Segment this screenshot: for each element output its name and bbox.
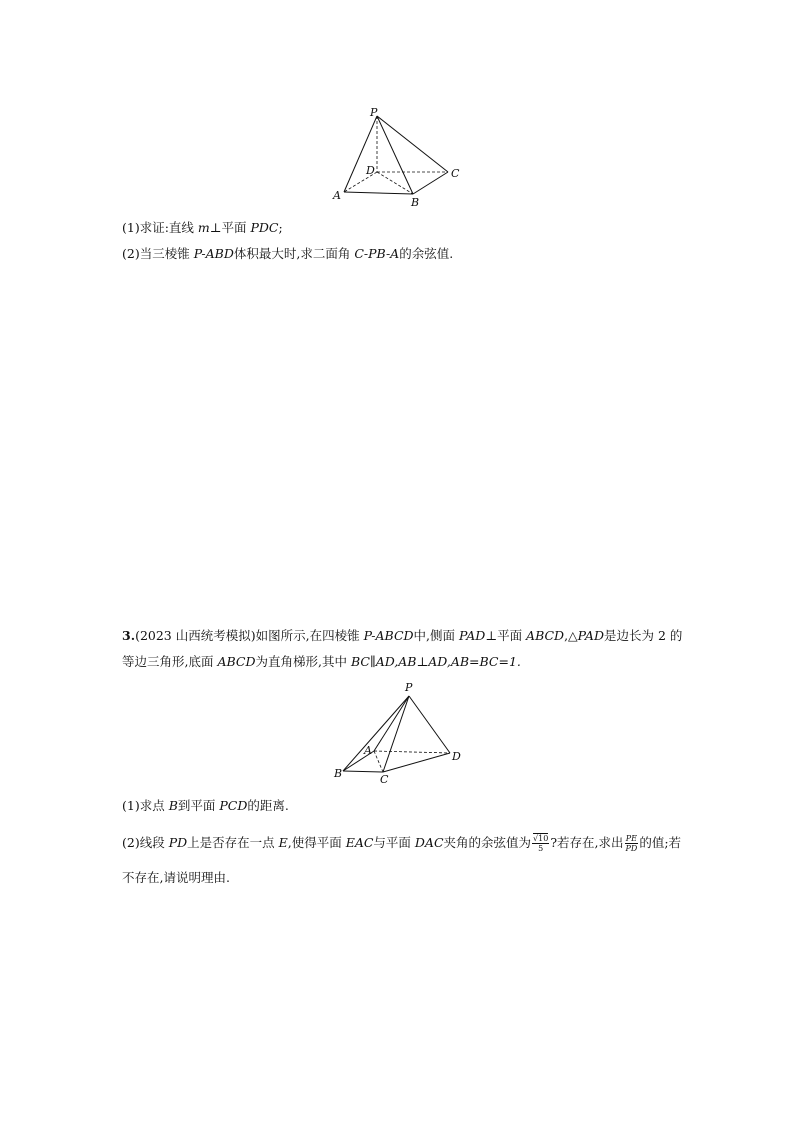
q3-line2-cond: BC∥AD,AB⊥AD,AB=BC=1. bbox=[350, 654, 521, 669]
edge-CD bbox=[383, 753, 450, 772]
q3-part2-t4: 与平面 bbox=[373, 835, 415, 850]
edge-PC bbox=[377, 116, 448, 172]
q3-line2 bbox=[122, 654, 521, 670]
vertex-label-D: D bbox=[452, 750, 461, 763]
q3-source: (2023 山西统考模拟) bbox=[135, 628, 256, 643]
ratio-fraction bbox=[625, 834, 639, 853]
q3-part2-num: (2) bbox=[122, 835, 140, 850]
edge-PB bbox=[377, 116, 413, 194]
q3-pyramid: P-ABCD bbox=[363, 628, 414, 643]
q3-part2-line2-text: 不存在,请说明理由. bbox=[122, 870, 230, 885]
q3-part1-t2: 到平面 bbox=[177, 798, 220, 813]
q3-line1-t3: ⊥平面 bbox=[485, 628, 527, 643]
edge-AC bbox=[374, 751, 383, 772]
q2-part1 bbox=[122, 220, 283, 236]
cosine-fraction-numerator bbox=[532, 834, 549, 844]
q3-part1-num: (1) bbox=[122, 798, 140, 813]
q3-part2-plane1: EAC bbox=[345, 835, 374, 850]
q3-base: ABCD bbox=[526, 628, 565, 643]
edge-AD bbox=[374, 751, 450, 753]
q3-part2-plane2: DAC bbox=[414, 835, 444, 850]
ratio-denominator: PD bbox=[625, 844, 638, 853]
q2-part1-text2: ⊥平面 bbox=[209, 220, 251, 235]
q2-part2-text1: 当三棱锥 bbox=[139, 246, 194, 261]
edge-AB bbox=[344, 192, 413, 194]
q3-part1-pt: B bbox=[168, 798, 178, 813]
q3-part2-line2 bbox=[122, 870, 230, 886]
vertex-label-B: B bbox=[411, 196, 420, 209]
q2-part2 bbox=[122, 246, 453, 262]
vertex-label-P: P bbox=[370, 106, 378, 119]
q3-part2-t2: 上是否存在一点 bbox=[187, 835, 279, 850]
pyramid-figure-2-svg bbox=[320, 676, 470, 786]
vertex-label-C: C bbox=[451, 167, 460, 180]
q3-part1-t1: 求点 bbox=[139, 798, 169, 813]
q2-part1-tail: ; bbox=[278, 220, 283, 235]
pyramid-figure-1-svg bbox=[320, 100, 470, 210]
q3-part2-t3: ,使得平面 bbox=[287, 835, 346, 850]
q3-line1-t2: 中,侧面 bbox=[413, 628, 459, 643]
q3-part2-t1: 线段 bbox=[139, 835, 169, 850]
ratio-numerator: PE bbox=[625, 834, 638, 843]
sqrt-10: √10 bbox=[533, 834, 549, 843]
q2-part1-m: m bbox=[197, 220, 210, 235]
q3-part1 bbox=[122, 798, 289, 814]
q3-line1 bbox=[122, 628, 682, 644]
vertex-label-A: A bbox=[333, 189, 341, 202]
edge-BC bbox=[343, 771, 383, 772]
q3-part2-t7: 的值;若 bbox=[639, 835, 682, 850]
q3-line2-t2: 为直角梯形,其中 bbox=[255, 654, 351, 669]
vertex-label-C: C bbox=[380, 773, 389, 786]
q3-part2 bbox=[122, 832, 681, 854]
q3-line1-t4: ,△ bbox=[564, 628, 578, 643]
q3-part2-pt: E bbox=[278, 835, 288, 850]
q3-part2-t6: ?若存在,求出 bbox=[550, 835, 624, 850]
q3-tri: PAD bbox=[577, 628, 604, 643]
q3-part2-t5: 夹角的余弦值为 bbox=[443, 835, 532, 850]
cosine-fraction bbox=[532, 834, 549, 853]
vertex-label-A: A bbox=[364, 744, 372, 757]
q3-line2-t1: 等边三角形,底面 bbox=[122, 654, 218, 669]
edge-PA bbox=[374, 696, 409, 751]
q2-part2-solid: P-ABD bbox=[193, 246, 234, 261]
q2-part2-text2: 体积最大时,求二面角 bbox=[233, 246, 355, 261]
q3-line1-t5: 是边长为 2 的 bbox=[603, 628, 683, 643]
edge-PB bbox=[343, 696, 409, 771]
edge-PC bbox=[383, 696, 409, 772]
q2-part2-angle: C-PB-A bbox=[354, 246, 400, 261]
q3-part1-t3: 的距离. bbox=[247, 798, 289, 813]
edge-BC bbox=[413, 172, 448, 194]
q2-part2-text3: 的余弦值. bbox=[399, 246, 454, 261]
q3-number: 3. bbox=[122, 628, 136, 643]
vertex-label-P: P bbox=[405, 681, 413, 694]
q2-part1-plane: PDC bbox=[250, 220, 279, 235]
edge-PA bbox=[344, 116, 377, 192]
vertex-label-B: B bbox=[334, 767, 343, 780]
q3-line2-base: ABCD bbox=[217, 654, 256, 669]
q3-part2-seg: PD bbox=[168, 835, 188, 850]
q3-part1-plane: PCD bbox=[219, 798, 248, 813]
pyramid-figure-2 bbox=[320, 676, 470, 786]
q2-part2-num: (2) bbox=[122, 246, 140, 261]
vertex-label-D: D bbox=[366, 164, 375, 177]
q2-part1-num: (1) bbox=[122, 220, 140, 235]
q3-face: PAD bbox=[459, 628, 486, 643]
edge-PD bbox=[409, 696, 450, 753]
q3-line1-t1: 如图所示,在四棱锥 bbox=[255, 628, 364, 643]
q2-part1-text1: 求证:直线 bbox=[139, 220, 198, 235]
pyramid-figure-1 bbox=[320, 100, 470, 210]
cosine-fraction-denominator: 5 bbox=[538, 844, 544, 853]
